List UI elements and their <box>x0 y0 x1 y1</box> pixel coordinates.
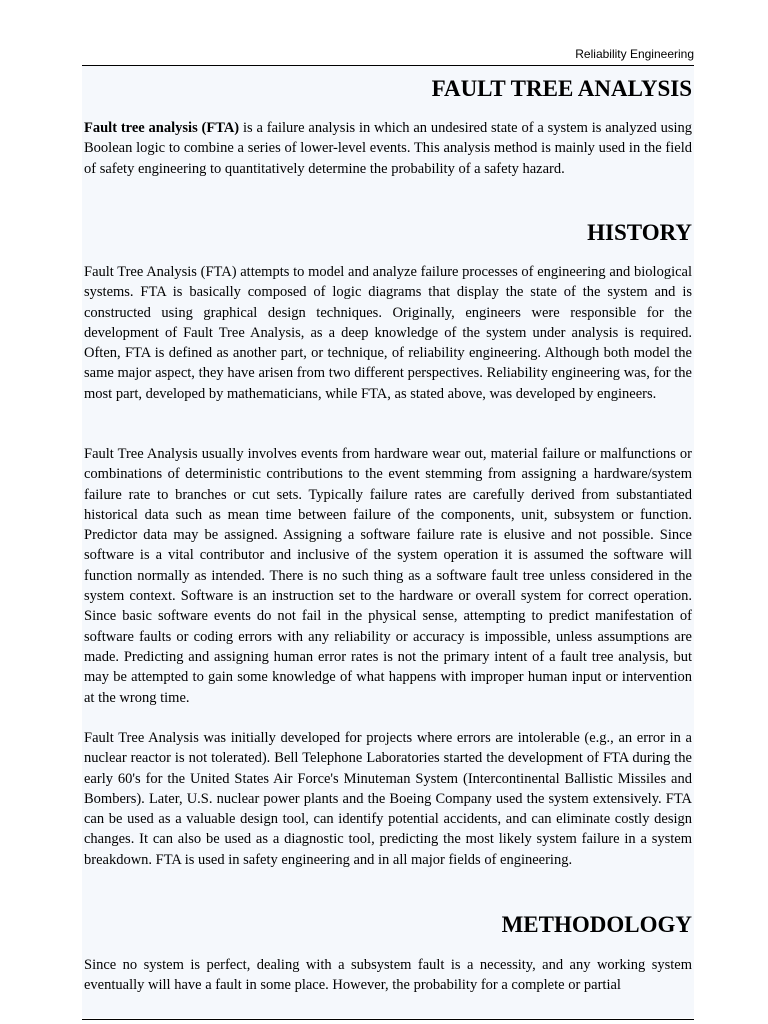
intro-text: is a failure analysis in which an undesired state of a system is analyzed using Boolean logic to combine a series of lower-level events. This analysis method is mainly used in the field of safety engineering to quantitatively determine the probability of a safety hazard. <box>84 120 692 177</box>
page-title: FAULT TREE ANALYSIS <box>431 76 692 101</box>
page-body <box>82 66 694 1018</box>
history-paragraph-1: Fault Tree Analysis (FTA) attempts to model and analyze failure processes of engineering and biological systems. FTA is basically composed of logic diagrams that display the state of the system and is constructed using graphical design techniques. Originally, engineers were responsible for the development of Fault Tree Analysis, as a deep knowledge of the system under analysis is required. Often, FTA is defined as another part, or technique, of reliability engineering. Although both model the same major aspect, they have arisen from two different perspectives. Reliability engineering was, for the most part, developed by mathematicians, while FTA, as stated above, was developed by engineers. <box>84 264 692 402</box>
history-paragraph-2: Fault Tree Analysis usually involves events from hardware wear out, material failure or malfunctions or combinations of deterministic contributions to the event stemming from assigning a hardware/system failure rate to branches or cut sets. Typically failure rates are carefully derived from substantiated historical data such as mean time between failure of the components, unit, subsystem or function. Predictor data may be assigned. Assigning a software failure rate is elusive and not possible. Since software is a vital contributor and inclusive of the system operation it is assumed the software will function normally as intended. There is no such thing as a software fault tree unless considered in the system context. Software is an instruction set to the hardware or overall system for correct operation. Since basic software events do not fail in the physical sense, attempting to predict manifestation of software faults or coding errors with any reliability or accuracy is impossible, unless assumptions are made. Predicting and assigning human error rates is not the primary intent of a fault tree analysis, but may be attempted to gain some knowledge of what happens with improper human input or intervention at the wrong time. <box>84 446 692 706</box>
intro-paragraph <box>84 118 692 179</box>
running-header: Reliability Engineering <box>575 47 694 61</box>
history-heading: HISTORY <box>587 220 692 245</box>
methodology-heading: METHODOLOGY <box>501 912 692 937</box>
history-paragraph-3: Fault Tree Analysis was initially developed for projects where errors are intolerable (e.g., an error in a nuclear reactor is not tolerated). Bell Telephone Laboratories started the development of FTA during the early 60's for the United States Air Force's Minuteman System (Intercontinental Ballistic Missiles and Bombers). Later, U.S. nuclear power plants and the Boeing Company used the system extensively. FTA can be used as a valuable design tool, can identify potential accidents, and can eliminate costly design changes. It can also be used as a diagnostic tool, predicting the most likely system failure in a system breakdown. FTA is used in safety engineering and in all major fields of engineering. <box>84 730 692 868</box>
intro-lead-term: Fault tree analysis (FTA) <box>84 120 240 136</box>
footer-divider <box>82 1019 694 1020</box>
methodology-paragraph-1: Since no system is perfect, dealing with a subsystem fault is a necessity, and any working system eventually will have a fault in some place. However, the probability for a complete or partial <box>84 957 692 994</box>
